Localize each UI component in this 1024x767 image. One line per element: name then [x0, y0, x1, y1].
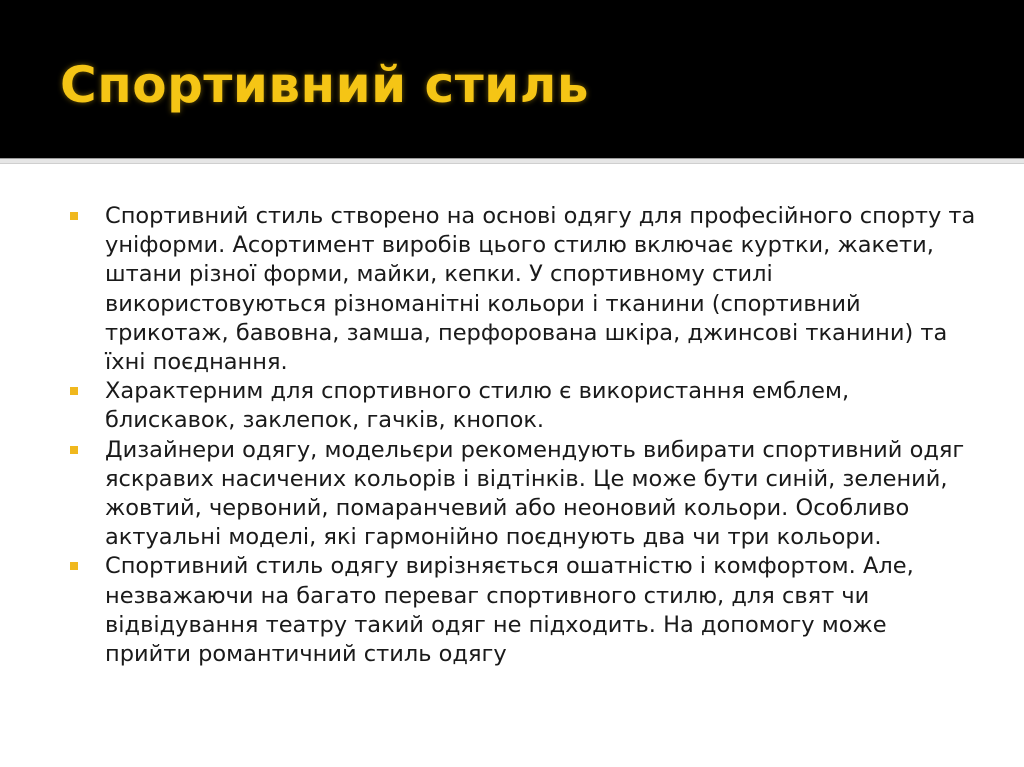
- title-divider: [0, 158, 1024, 164]
- bullet-text: Спортивний стиль одягу вирізняється ошатністю і комфортом. Але, незважаючи на багато переваг спортивного стилю, для свят чи відвідування театру такий одяг не підходить. На допомогу може прийти романтичний стиль одягу: [105, 553, 914, 668]
- square-bullet-icon: [70, 446, 78, 454]
- title-bar: [0, 0, 1024, 158]
- bullet-item: [66, 436, 976, 553]
- square-bullet-icon: [70, 387, 78, 395]
- bullet-item: [66, 377, 976, 435]
- bullet-list: [66, 202, 976, 669]
- square-bullet-icon: [70, 562, 78, 570]
- bullet-text: Характерним для спортивного стилю є використання емблем, блискавок, заклепок, гачків, кнопок.: [105, 378, 850, 434]
- bullet-item: [66, 552, 976, 669]
- bullet-text: Дизайнери одягу, модельєри рекомендують вибирати спортивний одяг яскравих насичених кольорів і відтінків. Це може бути синій, зелений, жовтий, червоний, помаранчевий або неоновий кольори. Особливо актуальні моделі, які гармонійно поєднують два чи три кольори.: [105, 436, 965, 551]
- bullet-item: [66, 202, 976, 377]
- slide-title: Спортивний стиль: [60, 56, 589, 114]
- bullet-text: Спортивний стиль створено на основі одягу для професійного спорту та уніформи. Асортимент виробів цього стилю включає куртки, жакети, штани різної форми, майки, кепки. У спортивному стилі використовуються різноманітні кольори і тканини (спортивний трикотаж, бавовна, замша, перфорована шкіра, джинсові тканини) та їхні поєднання.: [105, 203, 976, 376]
- square-bullet-icon: [70, 212, 78, 220]
